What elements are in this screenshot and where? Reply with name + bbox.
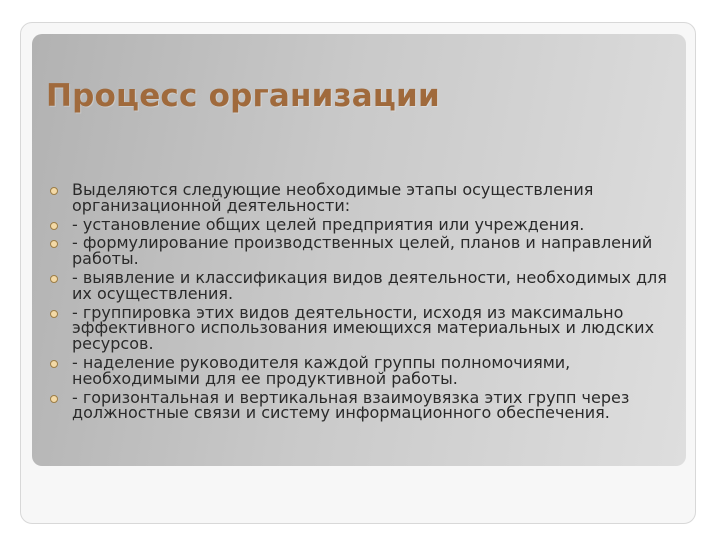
bullet-item: [50, 235, 680, 267]
bullet-dot-icon: [50, 275, 58, 283]
bullet-dot-icon: [50, 360, 58, 368]
bullet-text: - установление общих целей предприятия или учреждения.: [72, 214, 585, 234]
bullet-dot-icon: [50, 187, 58, 195]
slide-panel: [32, 34, 686, 466]
bullet-text: - наделение руководителя каждой группы полномочиями, необходимыми для ее продуктивной работы.: [72, 352, 571, 388]
bullet-item: [50, 352, 680, 388]
bullet-item: [50, 302, 680, 354]
bullet-item: [50, 214, 680, 234]
bullet-text: Выделяются следующие необходимые этапы осуществления организационной деятельности:: [72, 180, 594, 215]
bullet-text: - группировка этих видов деятельности, исходя из максимально эффективного использования имеющихся материальных и людских ресурсов.: [72, 302, 655, 354]
bullet-text: - формулирование производственных целей, планов и направлений работы.: [72, 233, 653, 269]
bullet-item: [50, 387, 680, 423]
bullet-dot-icon: [50, 395, 58, 403]
bullet-item: [50, 182, 680, 214]
bullet-dot-icon: [50, 222, 58, 230]
slide-title: Процесс организации: [46, 78, 440, 114]
bullet-list: [50, 182, 680, 424]
bullet-dot-icon: [50, 240, 58, 248]
bullet-dot-icon: [50, 310, 58, 318]
bullet-text: - горизонтальная и вертикальная взаимоувязка этих групп через должностные связи и систему информационного обеспечения.: [72, 387, 630, 423]
bullet-text: - выявление и классификация видов деятельности, необходимых для их осуществления.: [72, 267, 667, 303]
bullet-item: [50, 267, 680, 303]
